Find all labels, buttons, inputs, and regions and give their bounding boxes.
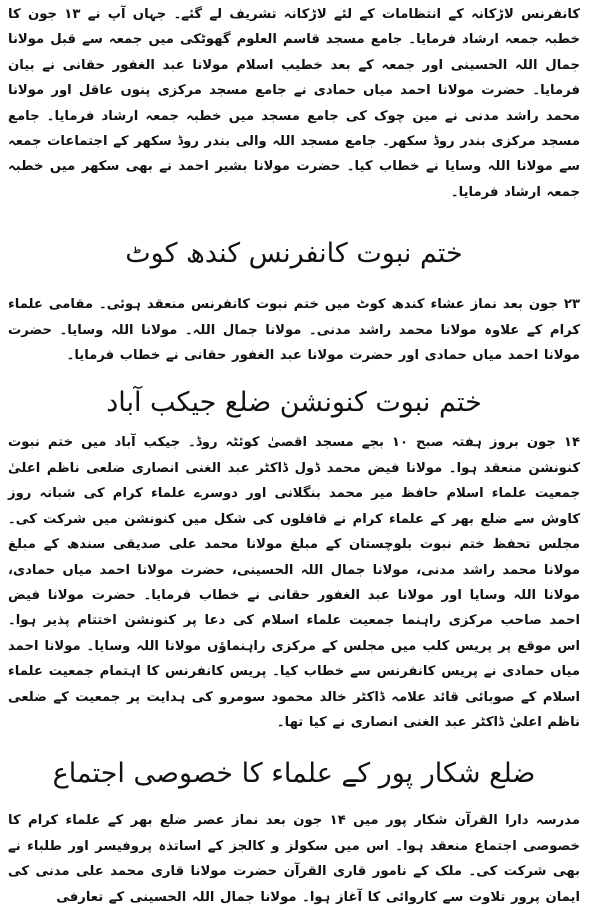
section-heading-shikarpur: ضلع شکار پور کے علماء کا خصوصی اجتماع [52, 758, 536, 790]
section-paragraph-shikarpur: مدرسہ دارا القرآن شکار پور میں ۱۴ جون بعد نماز عصر ضلع بھر کے علماء کرام کا خصوصی اجتماع منعقد ہوا۔ اس میں سکولز و کالجز کے اساتذہ پروفیسر اور طلباء نے بھی شرکت کی۔ ملک کے نامور قاری القرآن حضرت مولانا قاری محمد علی مدنی کی ایمان پرور تلاوت سے کاروائی کا آغاز ہوا۔ مولانا جمال اللہ الحسینی کے تعارفی [8, 813, 580, 905]
intro-paragraph: کانفرنس لاڑکانہ کے انتظامات کے لئے لاڑکانہ تشریف لے گئے۔ جہاں آپ نے ۱۳ جون کا خطبہ جمعہ ارشاد فرمایا۔ جامع مسجد قاسم العلوم گھوٹکی میں جمعہ سے قبل مولانا جمال اللہ الحسینی اور جمعہ کے بعد خطیب اسلام مولانا عبد الغفور حقانی نے بیان فرمایا۔ حضرت مولانا احمد میاں حمادی نے جامع مسجد مرکزی پنوں عاقل اور مولانا محمد راشد مدنی نے مین چوک کی جامع مسجد میں خطبہ جمعہ ارشاد فرمایا۔ جامع مسجد مرکزی بندر روڈ سکھر۔ جامع مسجد اللہ والی بندر روڈ سکھر کے اجتماعات جمعہ سے مولانا اللہ وسایا نے خطاب کیا۔ حضرت مولانا بشیر احمد نے بھی سکھر میں خطبہ جمعہ ارشاد فرمایا۔ [8, 7, 580, 200]
section-heading-jacobabad: ختم نبوت کنونشن ضلع جیکب آباد [106, 387, 482, 419]
section-paragraph-jacobabad: ۱۴ جون بروز ہفتہ صبح ۱۰ بجے مسجد اقصیٰ کوئٹہ روڈ۔ جیکب آباد میں ختم نبوت کنونشن منعقد ہوا۔ مولانا فیض محمد ڈول ڈاکٹر عبد الغنی انصاری ضلعی ناظم اعلیٰ جمعیت علماء اسلام حافظ میر محمد بنگلانی اور دوسرے علماء کرام کی شبانہ روز کاوش سے ضلع بھر کے علماء کرام نے قافلوں کی شکل میں کنونشن میں شرکت کی۔ مجلس تحفظ ختم نبوت بلوچستان کے مبلغ مولانا محمد علی صدیقی سندھ کے مبلغ مولانا محمد راشد مدنی، مولانا جمال اللہ الحسینی، حضرت مولانا احمد میاں حمادی، مولانا اللہ وسایا اور مولانا عبد الغفور حقانی نے خطاب فرمایا۔ حضرت مولانا فیض احمد صاحب مرکزی راہنما جمعیت علماء اسلام کی دعا پر کنونشن اختتام پذیر ہوا۔ اس موقع پر پریس کلب میں مجلس کے مرکزی راہنماؤں مولانا اللہ وسایا۔ مولانا احمد میاں حمادی نے پریس کانفرنس سے خطاب کیا۔ پریس کانفرنس کا اہتمام جمعیت علماء اسلام کے صوبائی قائد علامہ ڈاکٹر خالد محمود سومرو کی ہدایت پر جمعیت کے ضلعی ناظم اعلیٰ ڈاکٹر عبد الغنی انصاری نے کیا تھا۔ [8, 435, 580, 730]
section-heading-kandhkot: ختم نبوت کانفرنس کندھ کوٹ [125, 238, 463, 270]
section-paragraph-kandhkot: ۲۳ جون بعد نماز عشاء کندھ کوٹ میں ختم نبوت کانفرنس منعقد ہوئی۔ مقامی علماء کرام کے علاوہ مولانا محمد راشد مدنی۔ مولانا جمال اللہ۔ مولانا اللہ وسایا۔ حضرت مولانا احمد میاں حمادی اور حضرت مولانا عبد الغفور حقانی نے خطاب فرمایا۔ [8, 297, 580, 364]
